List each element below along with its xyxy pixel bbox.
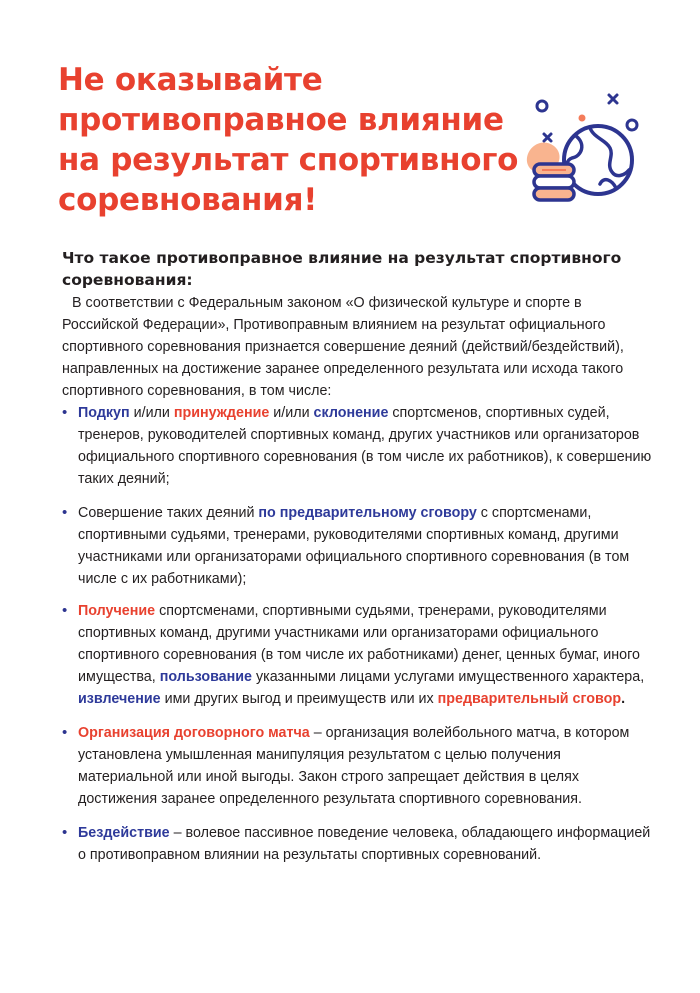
page-title [58, 60, 528, 220]
text: – волевое пассивное поведение человека, обладающего информацией о противоправном влиянии на результаты спортивных соревнований. [78, 825, 651, 863]
cross-mark [544, 134, 551, 141]
title-line: на результат спортивного [58, 142, 519, 178]
title-line: соревнования! [58, 182, 318, 218]
keyword: по предварительному сговору [258, 505, 477, 521]
keyword: принуждение [173, 405, 270, 421]
text: указанными лицами услугами имущественного характера, [252, 669, 645, 685]
list-item [62, 600, 660, 710]
title-line: противоправное влияние [58, 102, 504, 138]
text: Совершение таких деяний [78, 505, 259, 521]
list-item [62, 502, 660, 590]
keyword: предварительный сговор [437, 691, 622, 707]
keyword: Организация договорного матча [78, 725, 310, 741]
list-item [62, 722, 660, 810]
text: . [621, 691, 626, 707]
list-item [62, 402, 660, 490]
text: и/или [129, 405, 174, 421]
list-item [62, 822, 660, 866]
dot-mark [579, 115, 586, 122]
keyword: склонение [313, 405, 389, 421]
section-heading: Что такое противоправное влияние на результат спортивного соревнования: [62, 249, 622, 289]
text: с спортсменами, спортивными судьями, тренерами, руководителями спортивных команд, другими участниками или организаторами официального спортивного соревнования (в том числе с их работниками); [78, 505, 630, 587]
cross-mark [609, 95, 617, 103]
ring-mark [537, 101, 547, 111]
keyword: Бездействие [78, 825, 170, 841]
ring-mark [627, 120, 637, 130]
keyword: извлечение [78, 691, 161, 707]
text: спортсменами, спортивными судьями, тренерами, руководителями спортивных команд, другими участниками или организаторами официального спортивного соревнования (в том числе их работниками) денег, ценных бумаг, иного имущества, [78, 603, 640, 685]
text: спортсменов, спортивных судей, тренеров, руководителей спортивных команд, других участников или организаторов официального спортивного соревнования (в том числе их работников), к совершению таких деяний; [78, 405, 652, 487]
title-line: Не оказывайте [58, 62, 323, 98]
text: – организация волейбольного матча, в котором установлена умышленная манипуляция результатом с целью получения материальной или иной выгоды. Закон строго запрещает действия в целях достижения заранее определенного результата спортивного соревнования. [78, 725, 630, 807]
keyword: Получение [78, 603, 156, 619]
intro-paragraph: В соответствии с Федеральным законом «О физической культуре и спорте в Российской Федерации», Противоправным влиянием на результат официального спортивного соревнования признается совершение деяний (действий/бездействий), направленных на достижение заранее определенного результата или исхода такого спортивного соревнования, в том числе: [62, 295, 624, 399]
text: и/или [269, 405, 314, 421]
keyword: пользование [159, 669, 253, 685]
definition-list [62, 402, 660, 866]
globe-with-coins-icon [520, 88, 640, 210]
coin-stack [534, 164, 574, 200]
keyword: Подкуп [78, 405, 130, 421]
text: ими других выгод и преимуществ или их [160, 691, 438, 707]
